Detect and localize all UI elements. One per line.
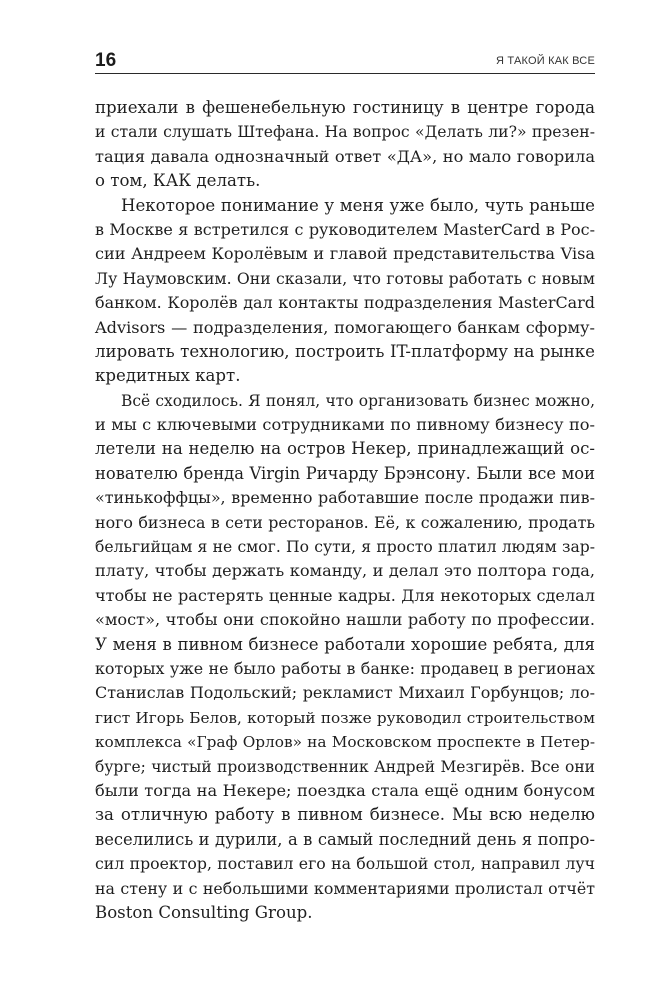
text-line: были тогда на Некере; поездка стала ещё одним бонусом — [95, 780, 595, 800]
text-line: о том, КАК делать. — [95, 171, 261, 191]
text-line: которых уже не было работы в банке: продавец в регионах — [95, 658, 595, 678]
text-line: тация давала однозначный ответ «ДА», но мало говорила — [95, 146, 595, 166]
page-number: 16 — [95, 50, 117, 71]
text-line: сил проектор, поставил его на большой стол, направил луч — [95, 854, 595, 874]
text-line: бельгийцам я не смог. По сути, я просто платил людям зар- — [95, 538, 595, 557]
paragraph — [95, 389, 595, 926]
text-line: «мост», чтобы они спокойно нашли работу по профессии. — [95, 610, 595, 630]
text-line: приехали в фешенебельную гостиницу в центре города — [95, 98, 595, 117]
text-line: за отличную работу в пивном бизнесе. Мы всю неделю — [95, 805, 595, 825]
text-line: веселились и дурили, а в самый последний день я попро- — [95, 829, 595, 849]
text-line: ного бизнеса в сети ресторанов. Её, к сожалению, продать — [95, 512, 595, 532]
text-line: чтобы не растерять ценные кадры. Для некоторых сделал — [95, 585, 595, 605]
text-line: на стену и с небольшими комментариями пролистал отчёт — [95, 878, 595, 898]
text-line: банком. Королёв дал контакты подразделения MasterCard — [95, 293, 595, 313]
header-divider — [95, 73, 595, 74]
text-line: лировать технологию, построить IT-платформу на рынке — [95, 341, 595, 361]
paragraph — [95, 96, 595, 194]
text-line: Некоторое понимание у меня уже было, чуть раньше — [121, 195, 595, 215]
text-line: Advisors — подразделения, помогающего банкам сформу- — [95, 317, 595, 337]
text-line: комплекса «Граф Орлов» на Московском проспекте в Петер- — [95, 733, 595, 752]
text-line: гист Игорь Белов, который позже руководил строительством — [95, 708, 595, 727]
running-title: Я ТАКОЙ КАК ВСЕ — [496, 55, 595, 67]
page-header — [95, 50, 595, 72]
text-line: «тинькоффцы», временно работавшие после продажи пив- — [95, 488, 595, 508]
paragraph — [95, 194, 595, 389]
text-line: У меня в пивном бизнесе работали хорошие ребята, для — [95, 634, 595, 654]
text-line: в Москве я встретился с руководителем MasterCard в Рос- — [95, 219, 595, 239]
text-line: Лу Наумовским. Они сказали, что готовы работать с новым — [95, 268, 595, 288]
text-line: бурге; чистый производственник Андрей Мезгирёв. Все они — [95, 757, 595, 776]
text-line: и мы с ключевыми сотрудниками по пивному бизнесу по- — [95, 415, 595, 435]
body-text — [95, 96, 595, 925]
text-line: Всё сходилось. Я понял, что организовать бизнес можно, — [121, 391, 595, 410]
text-line: сии Андреем Королёвым и главой представительства Visa — [95, 244, 595, 264]
text-line: и стали слушать Штефана. На вопрос «Делать ли?» презен- — [95, 122, 595, 142]
text-line: кредитных карт. — [95, 366, 241, 386]
text-line: Boston Consulting Group. — [95, 902, 313, 922]
text-line: Станислав Подольский; рекламист Михаил Горбунцов; ло- — [95, 683, 595, 703]
text-line: плату, чтобы держать команду, и делал это полтора года, — [95, 561, 595, 581]
text-line: летели на неделю на остров Некер, принадлежащий ос- — [95, 439, 595, 459]
text-line: нователю бренда Virgin Ричарду Брэнсону. Были все мои — [95, 463, 595, 483]
